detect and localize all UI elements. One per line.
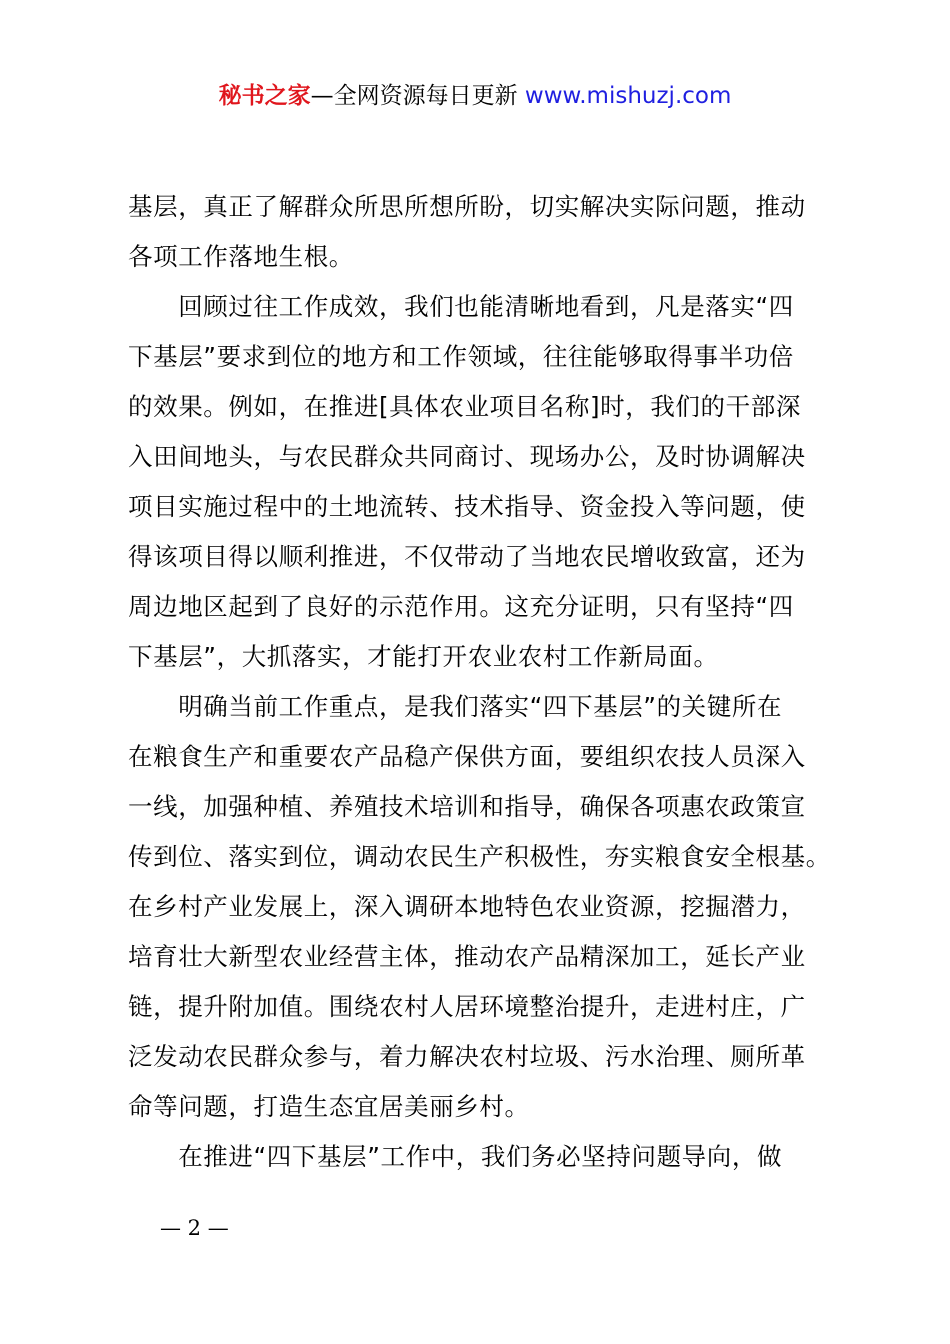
body-line: 的效果。例如，在推进[具体农业项目名称]时，我们的干部深 [128,392,801,421]
body-line: 在乡村产业发展上，深入调研本地特色农业资源，挖掘潜力， [128,892,806,921]
body-line: 在粮食生产和重要农产品稳产保供方面，要组织农技人员深入 [128,742,806,771]
body-line: 链，提升附加值。围绕农村人居环境整治提升，走进村庄，广 [128,992,806,1021]
body-line: 明确当前工作重点，是我们落实“四下基层”的关键所在 [128,692,783,721]
body-line: 在推进“四下基层”工作中，我们务必坚持问题导向，做 [128,1142,783,1171]
body-line: 培育壮大新型农业经营主体，推动农产品精深加工，延长产业 [128,942,806,971]
body-line: 传到位、落实到位，调动农民生产积极性，夯实粮食安全根基。 [128,842,831,871]
page-number: — 2 — [160,1216,229,1240]
body-line: 下基层”，大抓落实，才能打开农业农村工作新局面。 [128,642,719,671]
body-line: 各项工作落地生根。 [128,242,354,271]
brand-name: 秘书之家 [218,83,311,109]
body-line: 一线，加强种植、养殖技术培训和指导，确保各项惠农政策宣 [128,792,806,821]
body-line: 得该项目得以顺利推进，不仅带动了当地农民增收致富，还为 [128,542,806,571]
body-line: 周边地区起到了良好的示范作用。这充分证明，只有坚持“四 [128,592,794,621]
body-line: 下基层”要求到位的地方和工作领域，往往能够取得事半功倍 [128,342,794,371]
document-body [128,182,848,1182]
body-line: 命等问题，打造生态宜居美丽乡村。 [128,1092,530,1121]
site-url-link[interactable]: www.mishuzj.com [524,83,732,109]
header-tagline: —全网资源每日更新 [310,83,525,109]
body-line: 泛发动农民群众参与，着力解决农村垃圾、污水治理、厕所革 [128,1042,806,1071]
body-line: 基层，真正了解群众所思所想所盼，切实解决实际问题，推动 [128,192,806,221]
body-line: 入田间地头，与农民群众共同商讨、现场办公，及时协调解决 [128,442,806,471]
page-header [0,78,950,114]
body-line: 项目实施过程中的土地流转、技术指导、资金投入等问题，使 [128,492,806,521]
body-line: 回顾过往工作成效，我们也能清晰地看到，凡是落实“四 [128,292,794,321]
